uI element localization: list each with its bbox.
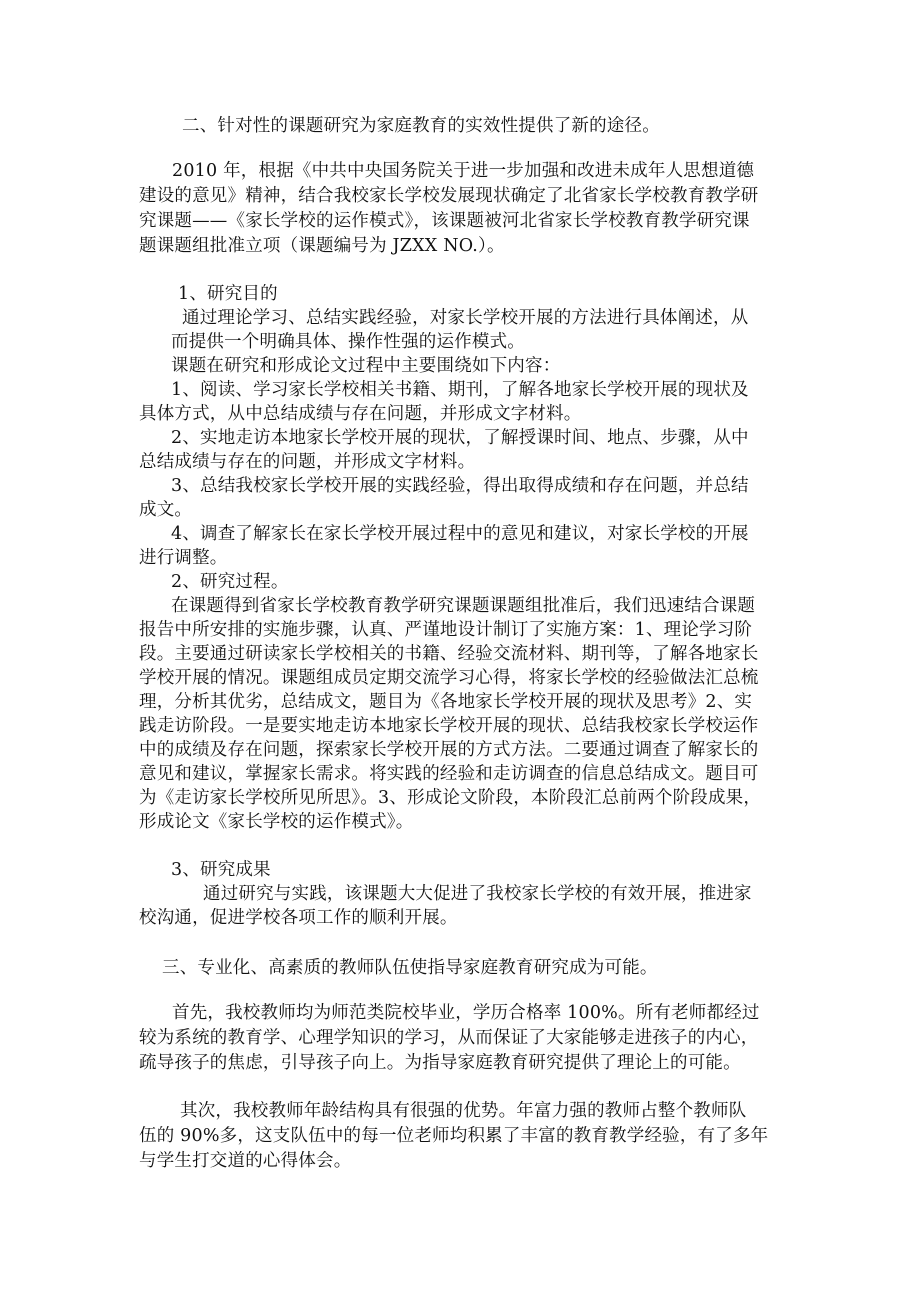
paragraph-line: 建设的意见》精神，结合我校家长学校发展现状确定了北省家长学校教育教学研 (139, 186, 759, 206)
paragraph-line: 在课题得到省家长学校教育教学研究课题课题组批准后，我们迅速结合课题 (171, 596, 756, 616)
paragraph-line: 报告中所安排的实施步骤，认真、严谨地设计制订了实施方案：1、理论学习阶 (139, 620, 753, 640)
paragraph-line: 与学生打交道的心得体会。 (139, 1151, 352, 1171)
paragraph-line: 题课题组批准立项（课题编号为 JZXX NO.）。 (139, 236, 505, 256)
paragraph-line: 意见和建议，掌握家长需求。将实践的经验和走访调查的信息总结成文。题目可 (139, 764, 759, 784)
subheading-research-process: 2、研究过程。 (171, 572, 289, 592)
paragraph-line: 校沟通，促进学校各项工作的顺利开展。 (139, 908, 458, 928)
paragraph-line: 疏导孩子的焦虑，引导孩子向上。为指导家庭教育研究提供了理论上的可能。 (139, 1053, 741, 1073)
paragraph-line: 成文。 (139, 500, 193, 520)
paragraph-line: 首先，我校教师均为师范类院校毕业，学历合格率 100%。所有老师都经过 (172, 1003, 760, 1023)
paragraph-line: 通过研究与实践，该课题大大促进了我校家长学校的有效开展，推进家 (203, 884, 752, 904)
paragraph-line: 究课题——《家长学校的运作模式》，该课题被河北省家长学校教育教学研究课 (139, 211, 750, 231)
subheading-research-results: 3、研究成果 (171, 860, 271, 880)
paragraph-line: 践走访阶段。一是要实地走访本地家长学校开展的现状、总结我校家长学校运作 (139, 716, 759, 736)
paragraph-line: 学校开展的情况。课题组成员定期交流学习心得，将家长学校的经验做法汇总梳 (139, 668, 759, 688)
paragraph-line: 课题在研究和形成论文过程中主要围绕如下内容： (171, 356, 561, 376)
paragraph-line: 4、调查了解家长在家长学校开展过程中的意见和建议，对家长学校的开展 (171, 524, 749, 544)
paragraph-line: 形成论文《家长学校的运作模式》。 (139, 812, 414, 832)
paragraph-line: 为《走访家长学校所见所思》。3、形成论文阶段，本阶段汇总前两个阶段成果， (139, 788, 762, 808)
paragraph-line: 3、总结我校家长学校开展的实践经验，得出取得成绩和存在问题，并总结 (171, 476, 749, 496)
paragraph-line: 通过理论学习、总结实践经验，对家长学校开展的方法进行具体阐述，从 (182, 308, 749, 328)
paragraph-line: 较为系统的教育学、心理学知识的学习，从而保证了大家能够走进孩子的内心， (139, 1028, 759, 1048)
paragraph-line: 2、实地走访本地家长学校开展的现状，了解授课时间、地点、步骤，从中 (171, 428, 749, 448)
paragraph-line: 而提供一个明确具体、操作性强的运作模式。 (171, 332, 525, 352)
paragraph-line: 2010 年，根据《中共中央国务院关于进一步加强和改进未成年人思想道德 (172, 161, 755, 181)
paragraph-line: 段。主要通过研读家长学校相关的书籍、经验交流材料、期刊等，了解各地家长 (139, 644, 759, 664)
paragraph-line: 中的成绩及存在问题，探索家长学校开展的方式方法。二要通过调查了解家长的 (139, 740, 759, 760)
paragraph-line: 伍的 90%多，这支队伍中的每一位老师均积累了丰富的教育教学经验，有了多年 (139, 1126, 769, 1146)
paragraph-line: 具体方式，从中总结成绩与存在问题，并形成文字材料。 (139, 404, 582, 424)
subheading-research-goal: 1、研究目的 (178, 284, 278, 304)
paragraph-line: 其次，我校教师年龄结构具有很强的优势。年富力强的教师占整个教师队 (180, 1101, 747, 1121)
paragraph-line: 1、阅读、学习家长学校相关书籍、期刊，了解各地家长学校开展的现状及 (171, 380, 749, 400)
paragraph-line: 总结成绩与存在的问题，并形成文字材料。 (139, 452, 476, 472)
paragraph-line: 理，分析其优劣，总结成文，题目为《各地家长学校开展的现状及思考》2、实 (139, 692, 753, 712)
section-heading-3: 三、专业化、高素质的教师队伍使指导家庭教育研究成为可能。 (162, 958, 658, 978)
paragraph-line: 进行调整。 (139, 548, 228, 568)
section-heading-2: 二、针对性的课题研究为家庭教育的实效性提供了新的途径。 (182, 116, 660, 136)
